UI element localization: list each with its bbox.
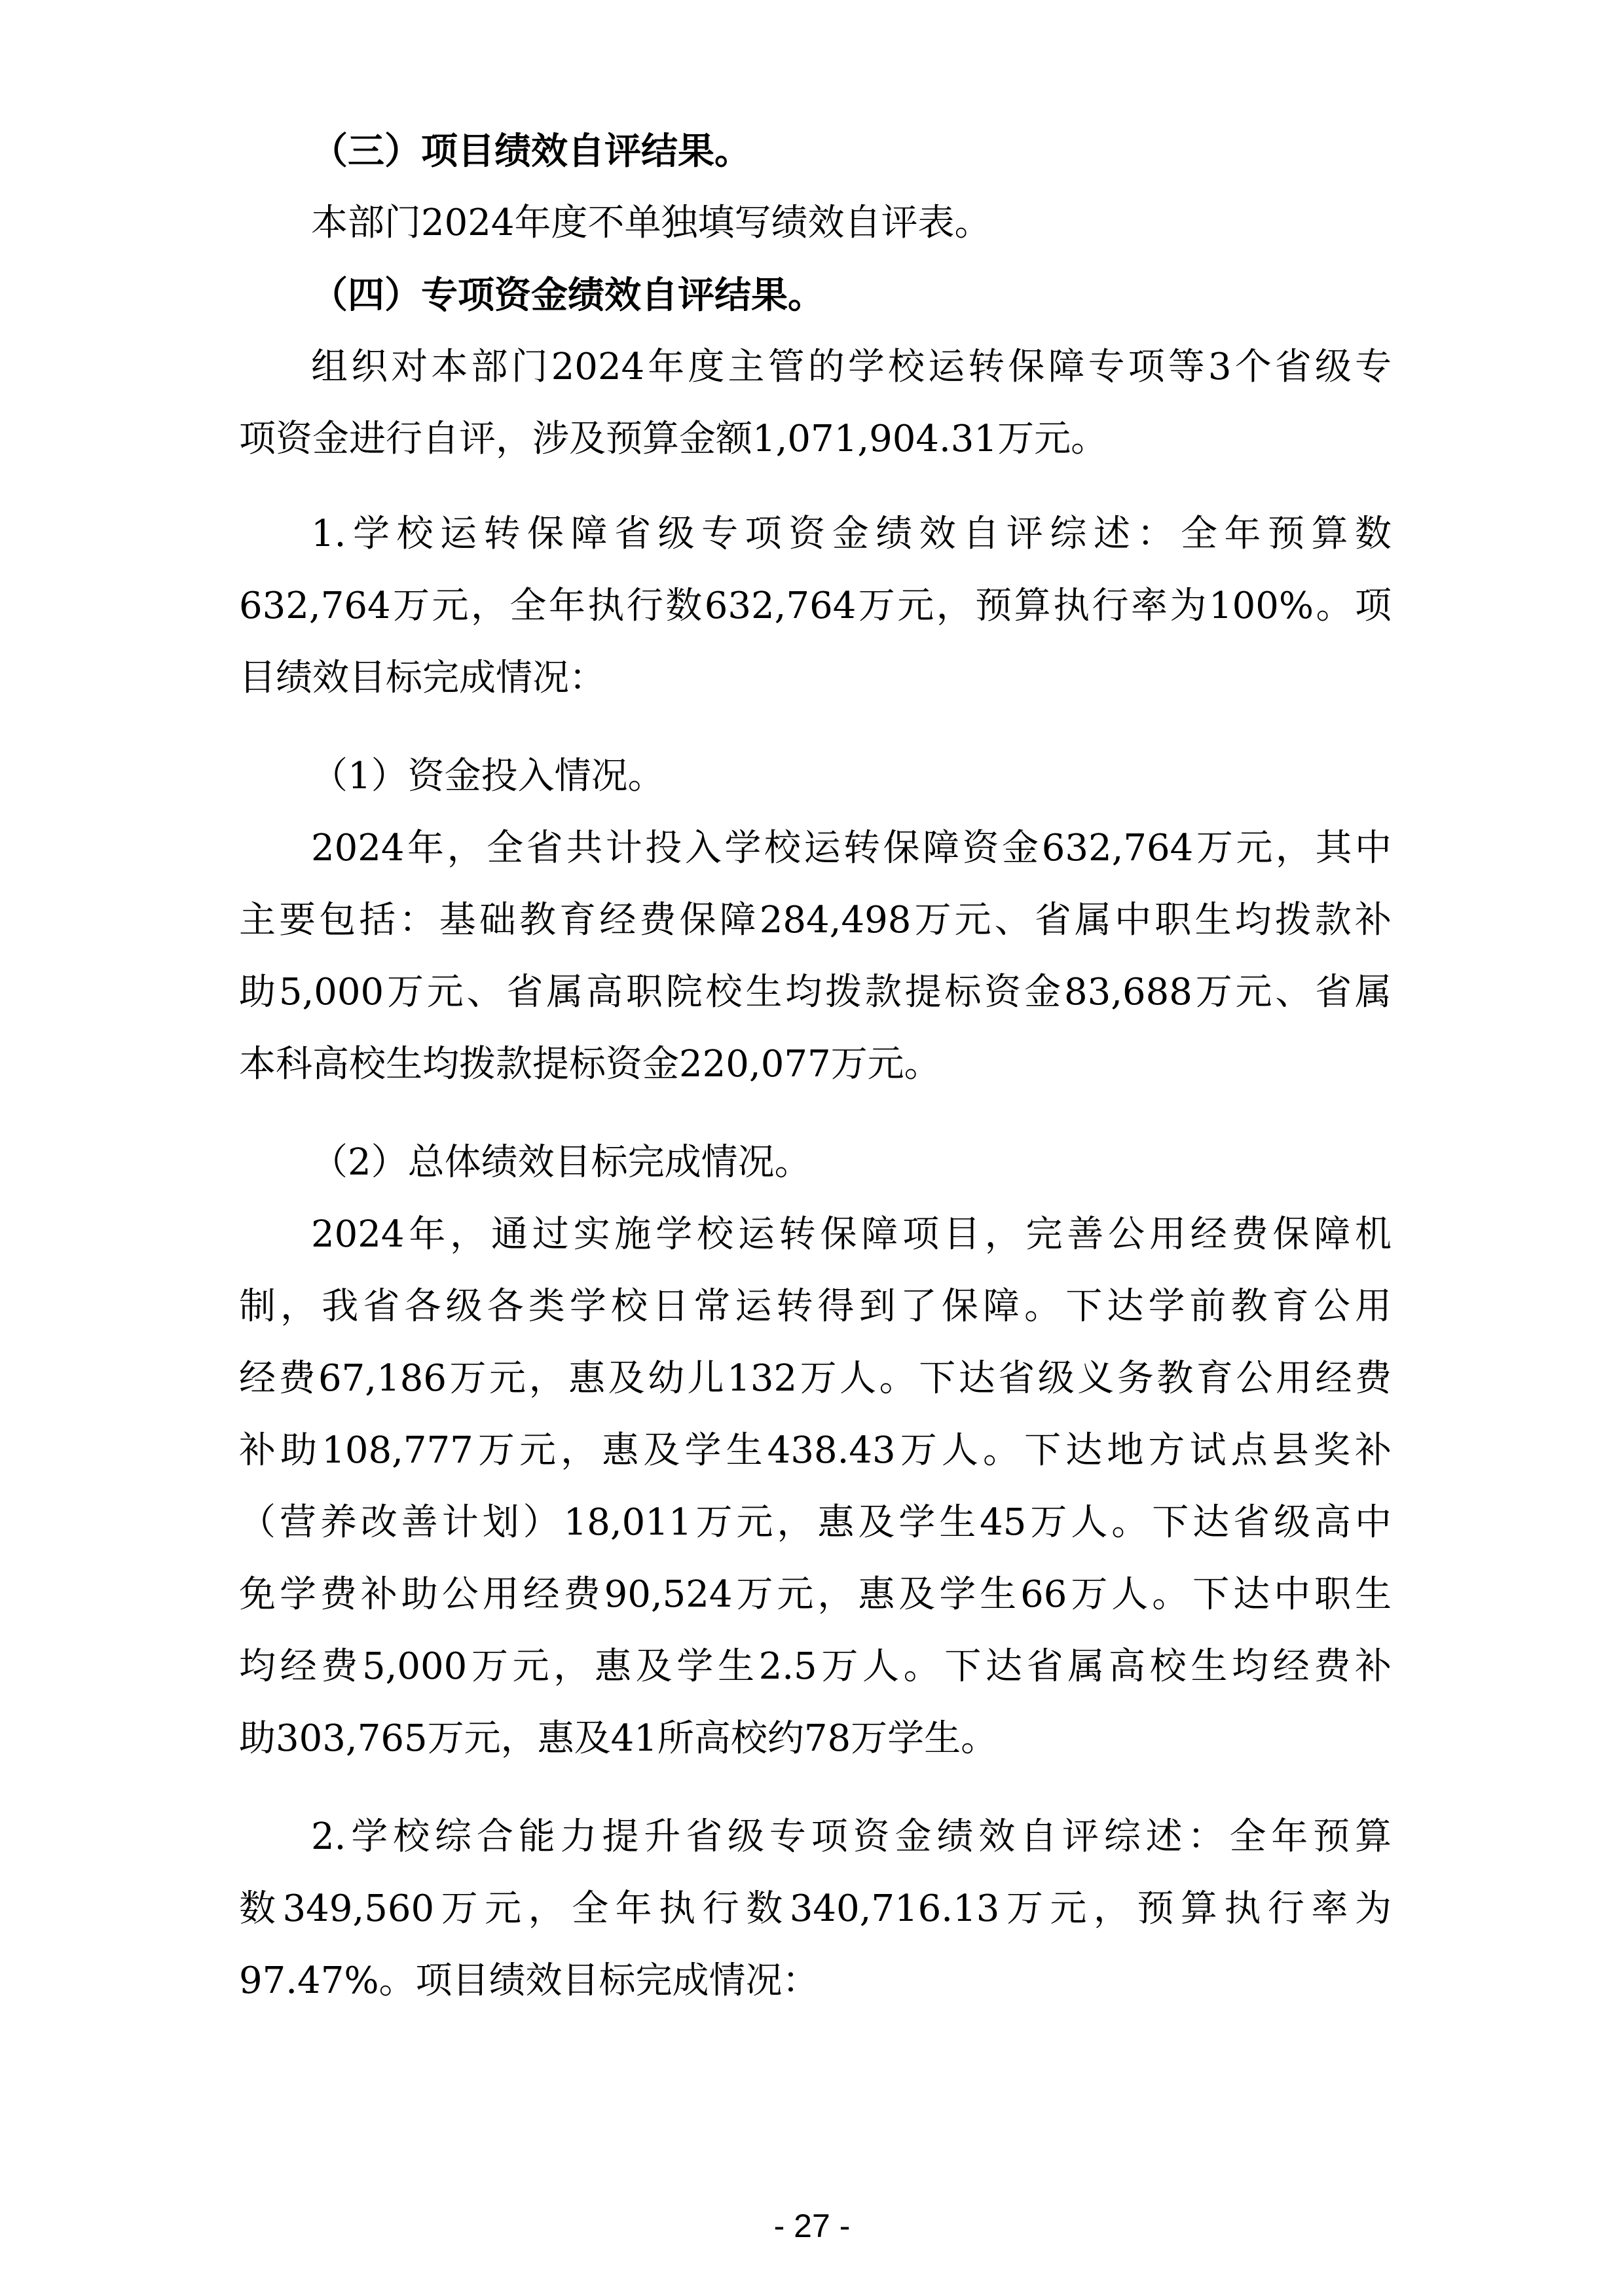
paragraph-line: 本科高校生均拨款提标资金220,077万元。 — [239, 1043, 941, 1085]
paragraph-line: 2024年，全省共计投入学校运转保障资金632,764万元，其中 — [311, 827, 1392, 869]
paragraph-line: 补助108,777万元，惠及学生438.43万人。下达地方试点县奖补 — [239, 1429, 1392, 1472]
page-number: - 27 - — [773, 2208, 851, 2244]
paragraph-line: 97.47%。项目绩效目标完成情况： — [239, 1959, 819, 2002]
section-heading-line: （三）项目绩效自评结果。 — [311, 130, 751, 173]
paragraph-line: 项资金进行自评，涉及预算金额1,071,904.31万元。 — [239, 418, 1108, 460]
paragraph-line: 免学费补助公用经费90,524万元，惠及学生66万人。下达中职生 — [239, 1573, 1392, 1616]
paragraph-line: 组织对本部门2024年度主管的学校运转保障专项等3个省级专 — [311, 346, 1392, 388]
paragraph-line: 1.学校运转保障省级专项资金绩效自评综述：全年预算数 — [311, 513, 1392, 555]
paragraph-line: 助5,000万元、省属高职院校生均拨款提标资金83,688万元、省属 — [239, 971, 1392, 1013]
paragraph-line: 主要包括：基础教育经费保障284,498万元、省属中职生均拨款补 — [239, 899, 1392, 941]
paragraph-line: 2024年，通过实施学校运转保障项目，完善公用经费保障机 — [311, 1213, 1392, 1256]
paragraph-line: 目绩效目标完成情况： — [239, 657, 606, 699]
paragraph-line: 制，我省各级各类学校日常运转得到了保障。下达学前教育公用 — [239, 1285, 1392, 1328]
paragraph-line: 均经费5,000万元，惠及学生2.5万人。下达省属高校生均经费补 — [239, 1645, 1392, 1688]
paragraph-line: 助303,765万元，惠及41所高校约78万学生。 — [239, 1717, 998, 1760]
section-heading-line: （四）专项资金绩效自评结果。 — [311, 274, 824, 317]
paragraph-line: 数349,560万元，全年执行数340,716.13万元，预算执行率为 — [239, 1887, 1392, 1930]
paragraph-line: 2.学校综合能力提升省级专项资金绩效自评综述：全年预算 — [311, 1815, 1392, 1858]
paragraph-line: 632,764万元，全年执行数632,764万元，预算执行率为100%。项 — [239, 585, 1392, 627]
paragraph-line: （2）总体绩效目标完成情况。 — [311, 1141, 811, 1184]
paragraph-line: 经费67,186万元，惠及幼儿132万人。下达省级义务教育公用经费 — [239, 1357, 1392, 1400]
paragraph-line: 本部门2024年度不单独填写绩效自评表。 — [311, 202, 991, 244]
paragraph-line: （营养改善计划）18,011万元，惠及学生45万人。下达省级高中 — [239, 1501, 1392, 1544]
paragraph-line: （1）资金投入情况。 — [311, 755, 665, 797]
